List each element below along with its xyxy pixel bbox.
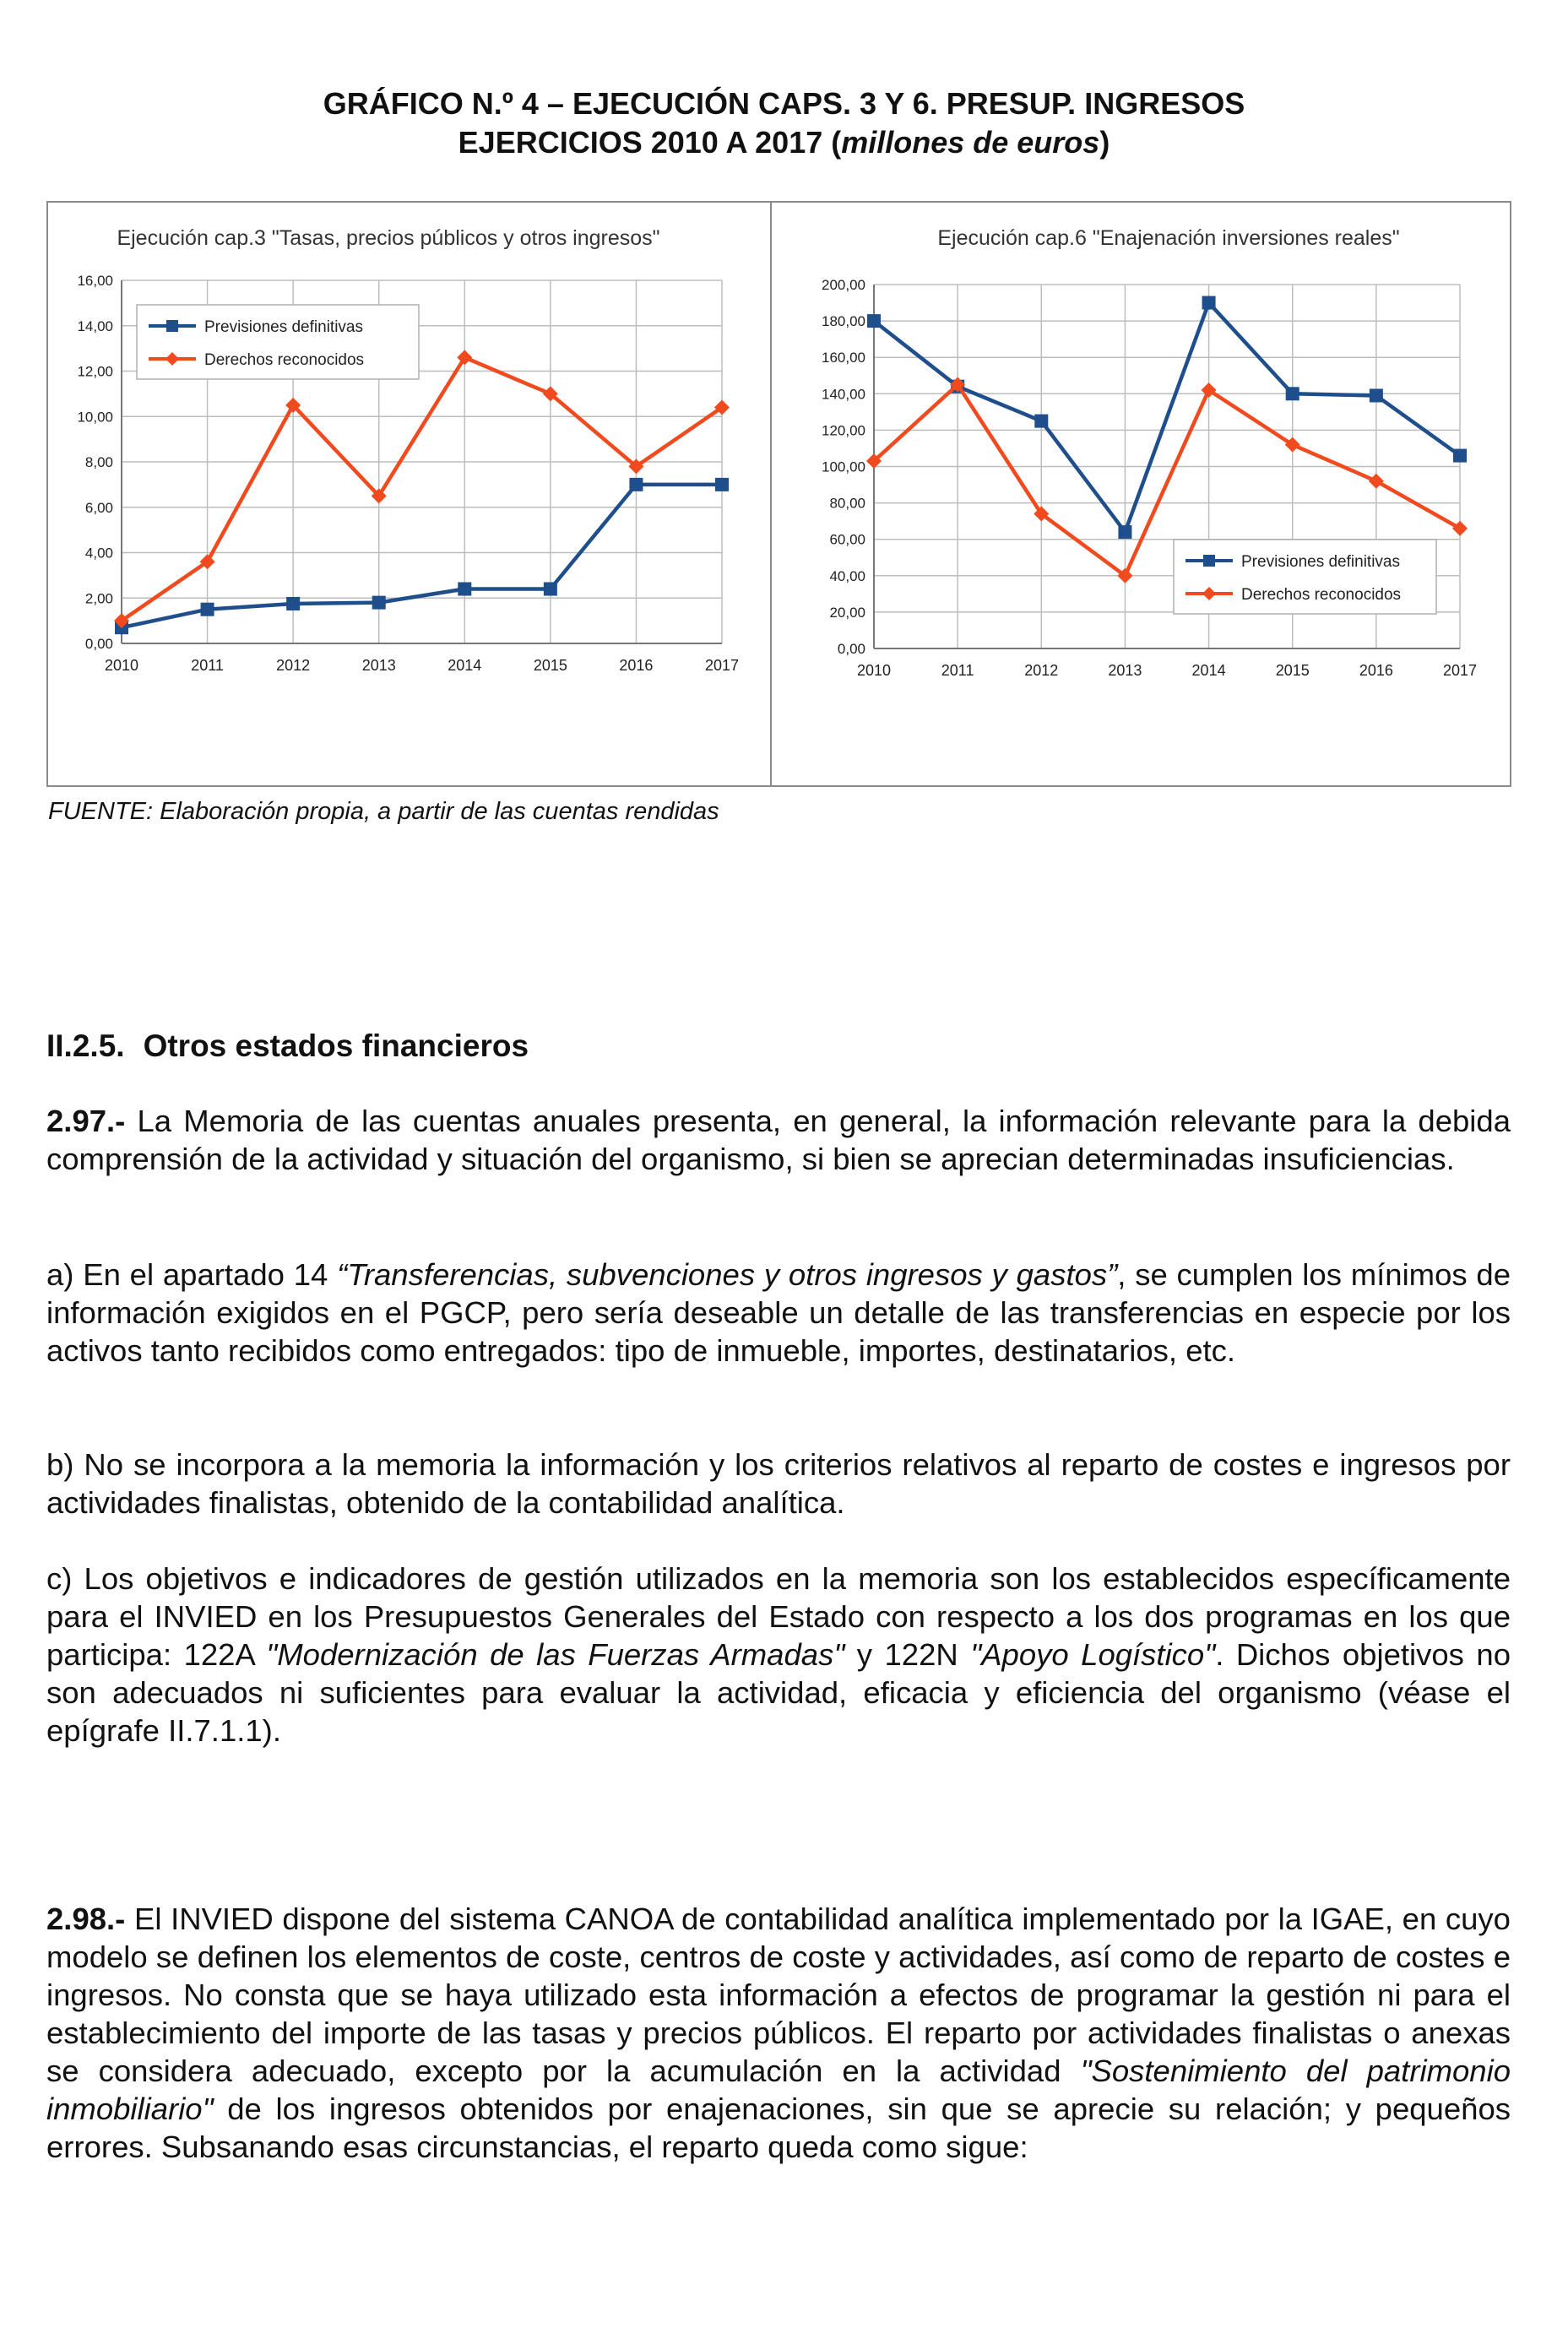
section-number: II.2.5.: [46, 1028, 125, 1063]
x-tick-label: 2015: [1275, 662, 1310, 679]
y-tick-label: 2,00: [84, 590, 113, 607]
paragraph-b: [46, 1446, 1511, 1522]
data-point-previsiones-definitivas: [1453, 449, 1467, 463]
data-point-previsiones-definitivas: [629, 478, 643, 491]
legend-marker-previsiones-definitivas: [1203, 555, 1215, 567]
y-tick-label: 20,00: [829, 604, 865, 621]
data-point-previsiones-definitivas: [286, 597, 300, 610]
paragraph-italic: "Sostenimiento del patrimonio inmobiliario": [46, 2054, 1511, 2126]
x-tick-label: 2017: [1442, 662, 1478, 679]
x-tick-label: 2017: [704, 657, 740, 674]
paragraph-number: 2.97.-: [46, 1104, 126, 1138]
x-tick-label: 2016: [619, 657, 654, 674]
data-point-previsiones-definitivas: [458, 583, 471, 596]
x-tick-label: 2012: [1024, 662, 1059, 679]
y-tick-label: 0,00: [84, 636, 113, 652]
y-tick-label: 14,00: [77, 317, 113, 334]
paragraph-text: El INVIED dispone del sistema CANOA de contabilidad analítica implementado por la IGAE, en cuyo modelo se definen los elementos de coste, centros de coste y actividades, así como de reparto de costes e ingresos. No consta que se haya utilizado esta información a efectos de programar la gestión ni para el establecimiento del importe de las tasas y precios públicos. El reparto por actividades finalistas o anexas se considera adecuado, excepto por la acumulación en la actividad: [46, 1902, 1511, 2088]
paragraph-text: c) Los objetivos e indicadores de gestión utilizados en la memoria son los establecidos específicamente para el INVIED en los Presupuestos Generales del Estado con respecto a los dos programas en los que participa: 122A: [46, 1561, 1511, 1672]
figure-title-suffix: ): [1099, 125, 1110, 160]
data-point-previsiones-definitivas: [372, 596, 386, 610]
x-tick-label: 2016: [1359, 662, 1393, 679]
section-heading: [46, 1028, 529, 1064]
x-tick-label: 2012: [276, 657, 311, 674]
x-tick-label: 2013: [1108, 662, 1142, 679]
paragraph-number: 2.98.-: [46, 1902, 126, 1936]
y-tick-label: 40,00: [829, 567, 865, 584]
y-tick-label: 140,00: [822, 386, 865, 403]
y-tick-label: 16,00: [77, 273, 113, 289]
y-tick-label: 6,00: [84, 499, 113, 516]
y-tick-label: 200,00: [822, 277, 865, 293]
data-point-derechos-reconocidos: [1369, 474, 1384, 489]
y-tick-label: 10,00: [77, 409, 113, 426]
paragraph-italic: “Transferencias, subvenciones y otros ingresos y gastos”: [337, 1257, 1118, 1292]
paragraph-text: . Dichos objetivos no son adecuados ni suficientes para evaluar la actividad, eficacia y eficiencia del organismo (véase el epígrafe II.7.1.1).: [46, 1637, 1511, 1748]
x-tick-label: 2014: [1191, 662, 1226, 679]
y-tick-label: 180,00: [822, 313, 865, 330]
paragraph-text: a) En el apartado 14: [46, 1257, 338, 1292]
chart-cap3: [48, 203, 769, 785]
data-point-previsiones-definitivas: [1370, 388, 1383, 402]
y-tick-label: 80,00: [829, 495, 865, 512]
data-point-previsiones-definitivas: [1034, 415, 1048, 428]
chart-title: Ejecución cap.6 "Enajenación inversiones reales": [937, 226, 1400, 250]
figure-title-line2: [0, 125, 1568, 160]
y-tick-label: 12,00: [77, 363, 113, 380]
figure-title-units: millones de euros: [841, 125, 1100, 160]
legend-label: Previsiones definitivas: [1241, 553, 1400, 571]
paragraph-italic: "Modernización de las Fuerzas Armadas": [266, 1637, 845, 1672]
paragraph-text: y 122N: [844, 1637, 971, 1672]
figure-title-line1: GRÁFICO N.º 4 – EJECUCIÓN CAPS. 3 Y 6. PRESUP. INGRESOS: [323, 86, 1245, 121]
y-tick-label: 60,00: [829, 531, 865, 548]
y-tick-label: 100,00: [822, 458, 865, 475]
paragraph-text: , se cumplen los mínimos de información exigidos en el PGCP, pero sería deseable un detalle de las transferencias en especie por los activos tanto recibidos como entregados: tipo de inmueble, importes, destinatarios, etc.: [46, 1257, 1511, 1368]
data-point-previsiones-definitivas: [1202, 296, 1216, 310]
data-point-previsiones-definitivas: [201, 603, 214, 616]
y-tick-label: 8,00: [84, 454, 113, 470]
legend-label: Derechos reconocidos: [1241, 586, 1402, 604]
paragraph-text: de los ingresos obtenidos por enajenaciones, sin que se aprecie su relación; y pequeños errores. Subsanando esas circunstancias, el reparto queda como sigue:: [46, 2092, 1511, 2164]
paragraph-text: La Memoria de las cuentas anuales presenta, en general, la información relevante para la debida comprensión de la actividad y situación del organismo, si bien se aprecian determinadas insuficiencias.: [46, 1104, 1511, 1176]
data-point-previsiones-definitivas: [1118, 525, 1131, 539]
y-tick-label: 0,00: [837, 641, 865, 657]
paragraph-a: [46, 1256, 1511, 1370]
x-tick-label: 2015: [533, 657, 567, 674]
paragraph-c: [46, 1560, 1511, 1750]
legend-label: Previsiones definitivas: [204, 318, 363, 336]
chart-title: Ejecución cap.3 "Tasas, precios públicos y otros ingresos": [117, 226, 660, 250]
x-tick-label: 2011: [941, 662, 974, 679]
chart-cap6: [772, 203, 1510, 785]
y-tick-label: 4,00: [84, 545, 113, 562]
x-tick-label: 2013: [361, 657, 396, 674]
x-tick-label: 2010: [104, 657, 139, 674]
paragraph-2-97: [46, 1102, 1511, 1178]
x-tick-label: 2010: [856, 662, 892, 679]
x-tick-label: 2011: [191, 657, 224, 674]
y-tick-label: 160,00: [822, 350, 865, 366]
data-point-previsiones-definitivas: [1286, 387, 1299, 400]
legend-label: Derechos reconocidos: [204, 351, 365, 369]
series-line-previsiones-definitivas: [874, 303, 1460, 533]
data-point-previsiones-definitivas: [867, 314, 881, 328]
section-title: Otros estados financieros: [143, 1028, 529, 1063]
paragraph-text: b) No se incorpora a la memoria la información y los criterios relativos al reparto de costes e ingresos por actividades finalistas, obtenido de la contabilidad analítica.: [46, 1447, 1511, 1520]
y-tick-label: 120,00: [822, 422, 865, 439]
data-point-previsiones-definitivas: [715, 478, 729, 491]
data-point-derechos-reconocidos: [1452, 521, 1468, 536]
figure-source: FUENTE: Elaboración propia, a partir de las cuentas rendidas: [48, 798, 719, 825]
paragraph-2-98: [46, 1900, 1511, 2166]
paragraph-italic: "Apoyo Logístico": [970, 1637, 1216, 1672]
x-tick-label: 2014: [448, 657, 482, 674]
legend-marker-previsiones-definitivas: [166, 320, 178, 332]
data-point-previsiones-definitivas: [544, 583, 557, 596]
figure-title-prefix: EJERCICIOS 2010 A 2017 (: [458, 125, 842, 160]
